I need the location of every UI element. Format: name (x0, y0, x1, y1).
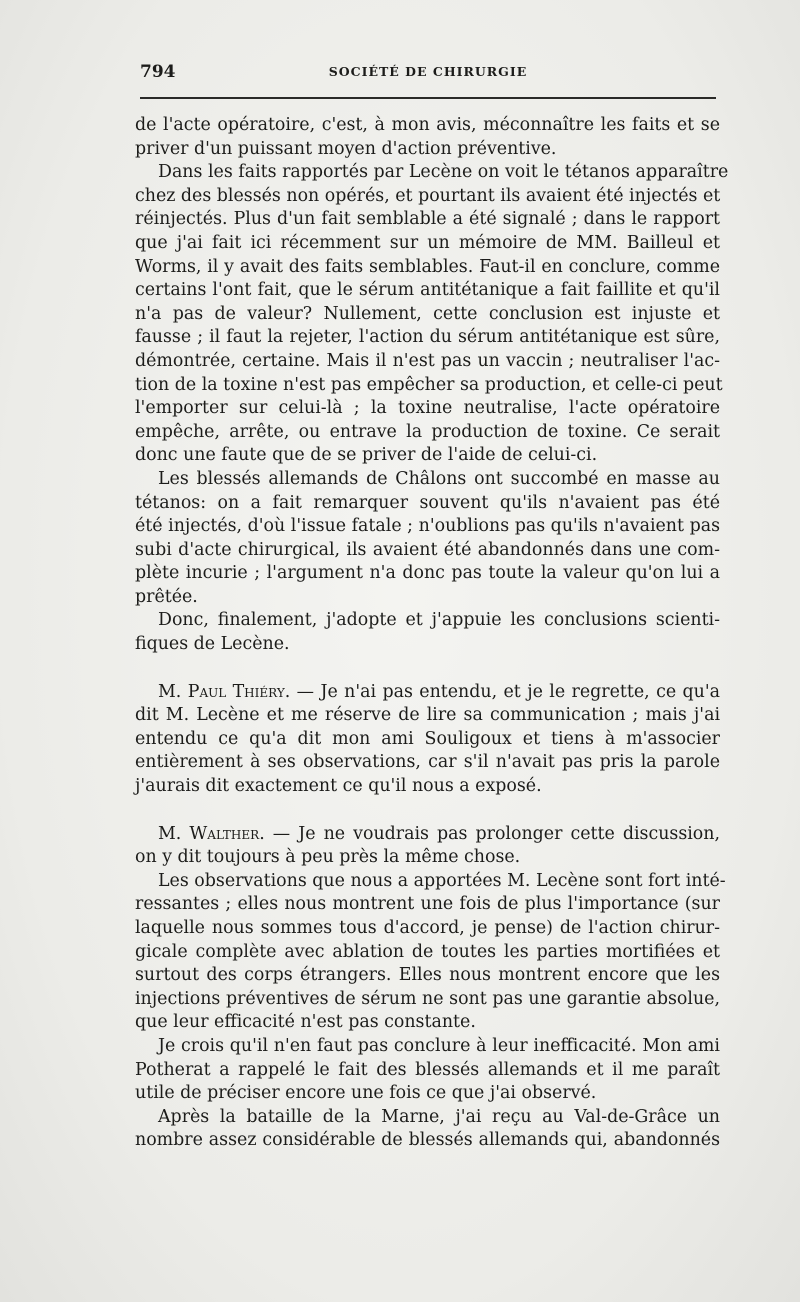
text-line: injections préventives de sérum ne sont pas une garantie absolue, (135, 988, 720, 1009)
paragraph (135, 114, 720, 161)
text-line: Les observations que nous a apportées M. Lecène sont fort inté- (158, 870, 726, 891)
text-line: subi d'acte chirurgical, ils avaient été abandonnés dans une com- (135, 539, 720, 560)
text-line: empêche, arrête, ou entrave la production de toxine. Ce serait (135, 421, 720, 442)
text-line: été injectés, d'où l'issue fatale ; n'oublions pas qu'ils n'avaient pas (135, 516, 720, 537)
text-line: laquelle nous sommes tous d'accord, je pense) de l'action chirur- (135, 918, 720, 938)
paragraph (135, 870, 726, 1035)
text-line: que j'ai fait ici récemment sur un mémoire de MM. Bailleul et (135, 232, 720, 253)
text-line: chez des blessés non opérés, et pourtant ils avaient été injectés et (135, 185, 721, 206)
text-line: gicale complète avec ablation de toutes les parties mortifiées et (135, 941, 720, 962)
text-line: entièrement à ses observations, car s'il n'avait pas pris la parole (135, 752, 720, 773)
page-number: 794 (140, 62, 176, 82)
text-line: prêtée. (135, 586, 198, 607)
text-line: fausse ; il faut la rejeter, l'action du sérum antitétanique est sûre, (135, 327, 720, 348)
text-line: priver d'un puissant moyen d'action préventive. (135, 138, 557, 159)
text-line (135, 823, 720, 847)
text-line: Potherat a rappelé le fait des blessés allemands et il me paraît (135, 1059, 720, 1080)
speaker-name: M. Walther. (158, 823, 265, 844)
page-header (140, 58, 716, 86)
text-line: l'emporter sur celui-là ; la toxine neutralise, l'acte opératoire (135, 398, 720, 419)
text-line: tétanos: on a fait remarquer souvent qu'ils n'avaient pas été (135, 492, 720, 513)
text-line: certains l'ont fait, que le sérum antitétanique a fait faillite et qu'il (135, 280, 720, 301)
paragraph (135, 468, 720, 610)
paragraph (135, 161, 729, 468)
text-line: de l'acte opératoire, c'est, à mon avis, méconnaître les faits et se (135, 115, 720, 135)
speaker-text: — Je n'ai pas entendu, et je le regrette, ce qu'a (290, 681, 720, 702)
text-line: réinjectés. Plus d'un fait semblable a été signalé ; dans le rapport (135, 209, 720, 230)
text-line: utile de préciser encore une fois ce que j'ai observé. (135, 1083, 597, 1104)
speaker-name: M. Paul Thiéry. (158, 681, 291, 702)
paragraph (135, 823, 720, 870)
body-text (135, 114, 729, 1153)
text-line (135, 681, 720, 705)
text-line: n'a pas de valeur? Nullement, cette conclusion est injuste et (135, 303, 720, 324)
text-line: dit M. Lecène et me réserve de lire sa communication ; mais j'ai (135, 705, 720, 726)
text-line: surtout des corps étrangers. Elles nous montrent encore que les (135, 965, 720, 986)
text-line: plète incurie ; l'argument n'a donc pas toute la valeur qu'on lui a (135, 563, 720, 584)
paragraph (135, 1035, 720, 1106)
text-line: Dans les faits rapportés par Lecène on voit le tétanos apparaître (158, 162, 729, 183)
text-line: que leur efficacité n'est pas constante. (135, 1012, 476, 1033)
text-line: Après la bataille de la Marne, j'ai reçu au Val-de-Grâce un (158, 1106, 720, 1127)
text-line: on y dit toujours à peu près la même chose. (135, 847, 521, 868)
text-line: Donc, finalement, j'adopte et j'appuie les conclusions scienti- (158, 610, 720, 631)
text-line: Les blessés allemands de Châlons ont succombé en masse au (158, 468, 720, 489)
paragraph (135, 681, 720, 799)
text-line: donc une faute que de se priver de l'aide de celui-ci. (135, 445, 598, 466)
text-line: Je crois qu'il n'en faut pas conclure à leur inefficacité. Mon ami (158, 1035, 720, 1056)
paragraph-gap (135, 799, 720, 823)
text-line: tion de la toxine n'est pas empêcher sa production, et celle-ci peut (135, 374, 723, 395)
header-rule (140, 97, 716, 99)
text-line: fiques de Lecène. (135, 634, 290, 655)
text-line: nombre assez considérable de blessés allemands qui, abandonnés (135, 1130, 720, 1151)
paragraph (135, 1106, 720, 1153)
paragraph-gap (135, 657, 720, 681)
text-line: ressantes ; elles nous montrent une fois de plus l'importance (sur (135, 894, 720, 915)
paragraph (135, 609, 720, 656)
text-line: entendu ce qu'a dit mon ami Souligoux et tiens à m'associer (135, 728, 720, 749)
text-line: Worms, il y avait des faits semblables. Faut-il en conclure, comme (135, 256, 720, 277)
text-line: j'aurais dit exactement ce qu'il nous a exposé. (135, 776, 542, 797)
text-line: démontrée, certaine. Mais il n'est pas un vaccin ; neutraliser l'ac- (135, 350, 720, 371)
running-head: SOCIÉTÉ DE CHIRURGIE (328, 64, 528, 79)
speaker-text: — Je ne voudrais pas prolonger cette discussion, (264, 823, 720, 844)
